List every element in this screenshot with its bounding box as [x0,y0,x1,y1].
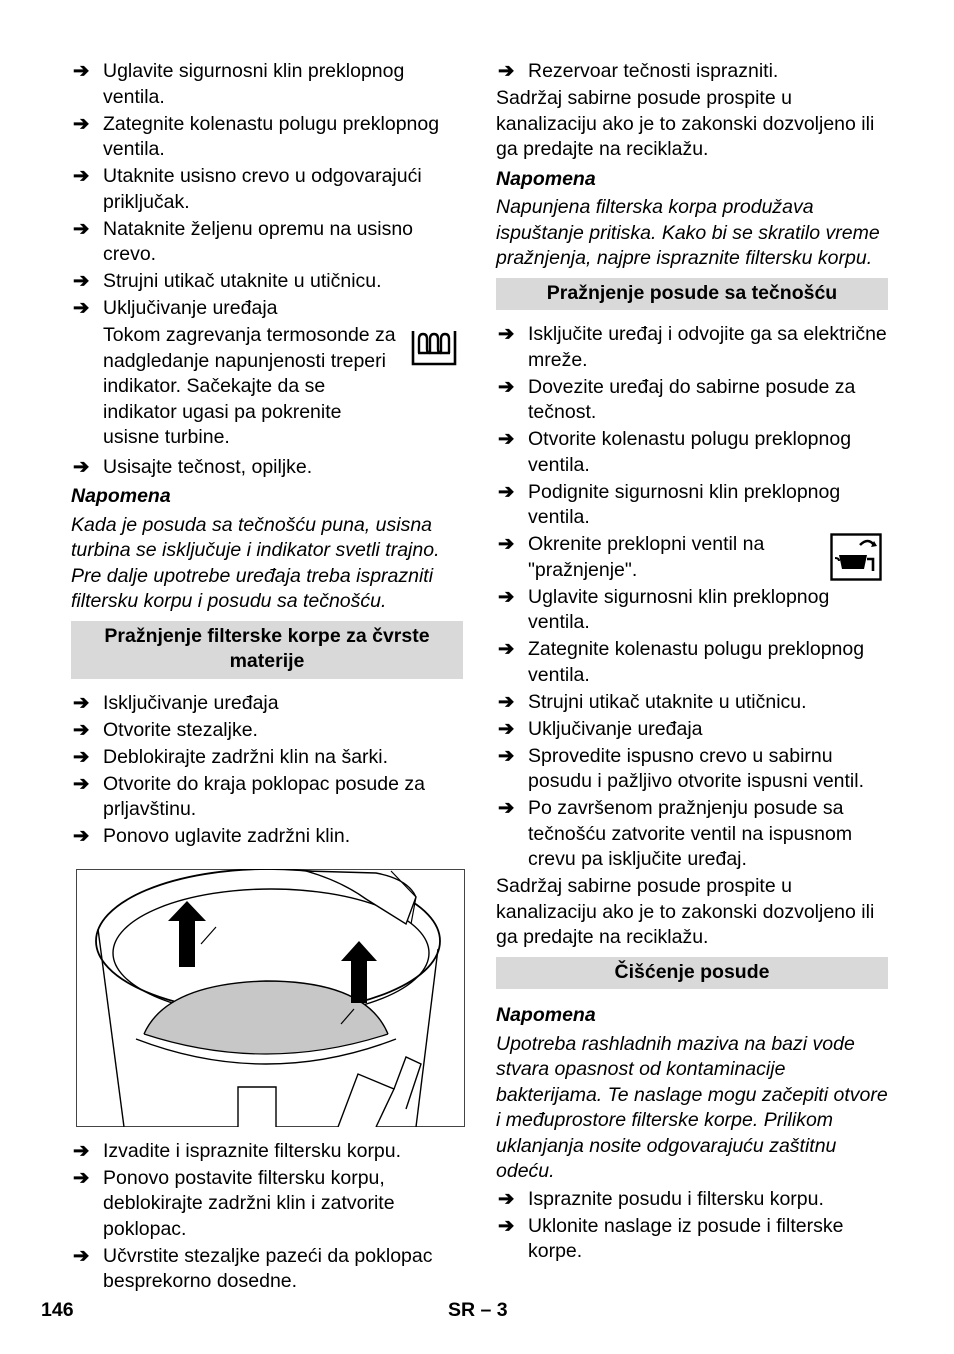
step-item [71,59,463,110]
step-item [71,164,463,215]
arrow-icon: ➔ [498,428,515,450]
arrow-icon: ➔ [498,717,515,740]
note-text: Napunjena filterska korpa produžava ispuštanje pritiska. Kako bi se skratilo vreme pražnjenja, najpre ispraznite filtersku korpu. [496,196,880,269]
step-text: Učvrstite stezaljke pazeći da poklopac besprekorno dosedne. [103,1244,433,1292]
step-item [71,217,463,268]
step-item [71,745,463,771]
indicator-explanation [71,323,463,451]
arrow-icon: ➔ [73,455,90,478]
step-item [496,1187,888,1213]
arrow-icon: ➔ [498,480,515,503]
arrow-icon: ➔ [498,638,515,660]
left-column [71,59,463,1296]
step-item [71,269,463,295]
arrow-icon: ➔ [73,718,90,741]
note-text: Kada je posuda sa tečnošću puna, usisna turbina se isključuje i indikator svetli trajno. Pre dalje upotrebe uređaja treba isprazniti filtersku korpu i posudu sa tečnošću. [71,513,440,612]
step-item [71,824,463,850]
arrow-icon: ➔ [73,1139,90,1162]
arrow-icon: ➔ [73,270,90,292]
arrow-icon: ➔ [73,217,90,240]
step-item [71,1166,463,1243]
arrow-icon: ➔ [498,533,515,555]
arrow-icon: ➔ [73,1166,90,1189]
step-item [496,322,888,373]
step-text: Po završenom pražnjenju posude sa tečnošću zatvorite ventil na ispusnom crevu pa isključite uređaj. [528,797,853,870]
step-item [496,59,888,85]
step-text: Ponovo postavite filtersku korpu, deblokirajte zadržni klin i zatvorite poklopac. [103,1166,395,1240]
section-heading: Pražnjenje filterske korpe za čvrste materije [71,621,463,679]
step-item [496,427,888,478]
step-text: Nataknite željenu opremu na usisno crevo. [103,217,414,265]
arrow-icon: ➔ [498,60,515,82]
step-text: Isključite uređaj i odvojite ga sa električne mreže. [528,323,887,371]
arrow-icon: ➔ [498,797,515,819]
step-item [71,112,463,163]
drain-valve-icon [830,533,882,589]
step-text: Dovezite uređaj do sabirne posude za tečnost. [528,375,856,423]
step-item [496,532,888,583]
step-item [71,691,463,717]
right-column [496,59,888,1266]
step-text: Otvorite kolenastu polugu preklopnog ventila. [528,428,852,476]
arrow-icon: ➔ [73,297,90,319]
step-item [496,796,888,873]
step-item [71,1244,463,1295]
indicator-text: Tokom zagrevanja termosonde za nadgledanje napunjenosti treperi indikator. Sačekajte da se indikator ugasi pa pokrenite usisne turbine. [103,324,396,448]
step-item [496,585,888,636]
step-item [496,690,888,716]
arrow-icon: ➔ [73,772,90,795]
step-item [71,1139,463,1165]
arrow-icon: ➔ [73,60,90,82]
step-text: Strujni utikač utaknite u utičnicu. [103,270,382,292]
step-text: Okrenite preklopni ventil na "pražnjenje". [528,533,765,581]
step-text: Sprovedite ispusno crevo u sabirnu posudu i pažljivo otvorite ispusni ventil. [528,744,865,792]
step-text: Strujni utikač utaknite u utičnicu. [528,690,807,713]
step-text: Utaknite usisno crevo u odgovarajući priključak. [103,165,422,213]
arrow-icon: ➔ [498,585,515,608]
section-heading: Pražnjenje posude sa tečnošću [496,278,888,311]
disposal-paragraph: Sadržaj sabirne posude prospite u kanalizaciju ako je to zakonski dozvoljeno ili ga predajte na reciklažu. [496,87,875,160]
step-item [496,375,888,426]
arrow-icon: ➔ [73,745,90,768]
filter-basket-illustration [76,869,465,1127]
page-number: 146 [41,1299,74,1321]
arrow-icon: ➔ [73,825,90,847]
step-text: Zategnite kolenastu polugu preklopnog ventila. [528,638,865,686]
arrow-icon: ➔ [498,1187,515,1210]
arrow-icon: ➔ [498,323,515,345]
arrow-icon: ➔ [73,112,90,135]
arrow-icon: ➔ [498,375,515,398]
step-text: Ponovo uglavite zadržni klin. [103,825,351,847]
step-item [496,744,888,795]
step-item [71,718,463,744]
step-text: Isključivanje uređaja [103,691,279,714]
step-text: Uključivanje uređaja [103,297,278,319]
arrow-icon: ➔ [73,691,90,714]
language-section-label: SR – 3 [448,1299,508,1321]
note-text: Upotreba rashladnih maziva na bazi vode stvara opasnost od kontaminacije bakterijama. Te naslage mogu začepiti otvore i međuprostore filterske korpe. Prilikom uklanjanja nosite odgovarajuću zaštitnu odeću. [496,1032,888,1182]
step-text: Uklonite naslage iz posude i filterske korpe. [528,1214,844,1262]
step-item [71,455,463,481]
step-text: Podignite sigurnosni klin preklopnog ventila. [528,480,841,528]
step-text: Rezervoar tečnosti isprazniti. [528,60,779,82]
arrow-icon: ➔ [73,165,90,187]
note-label: Napomena [496,1004,596,1026]
step-item [496,1214,888,1265]
disposal-paragraph: Sadržaj sabirne posude prospite u kanalizaciju ako je to zakonski dozvoljeno ili ga predajte na reciklažu. [496,875,875,948]
step-text: Otvorite stezaljke. [103,718,258,741]
arrow-icon: ➔ [73,1244,90,1267]
step-item [496,717,888,743]
section-heading: Čišćenje posude [496,957,888,990]
step-text: Otvorite do kraja poklopac posude za prljavštinu. [103,772,425,820]
step-item [71,772,463,823]
note-label: Napomena [496,167,596,190]
step-item [71,296,463,322]
step-item [496,637,888,688]
arrow-icon: ➔ [498,1214,515,1237]
step-text: Ispraznite posudu i filtersku korpu. [528,1187,824,1210]
arrow-icon: ➔ [498,744,515,767]
step-text: Uglavite sigurnosni klin preklopnog ventila. [528,585,830,633]
step-text: Uključivanje uređaja [528,717,703,740]
arrow-icon: ➔ [498,690,515,713]
note-label: Napomena [71,485,171,507]
step-text: Usisajte tečnost, opiljke. [103,455,313,478]
step-text: Deblokirajte zadržni klin na šarki. [103,745,389,768]
step-text: Uglavite sigurnosni klin preklopnog ventila. [103,60,405,108]
heater-indicator-icon [411,325,457,375]
step-text: Zategnite kolenastu polugu preklopnog ventila. [103,112,440,160]
step-item [496,480,888,531]
step-text: Izvadite i ispraznite filtersku korpu. [103,1139,402,1162]
